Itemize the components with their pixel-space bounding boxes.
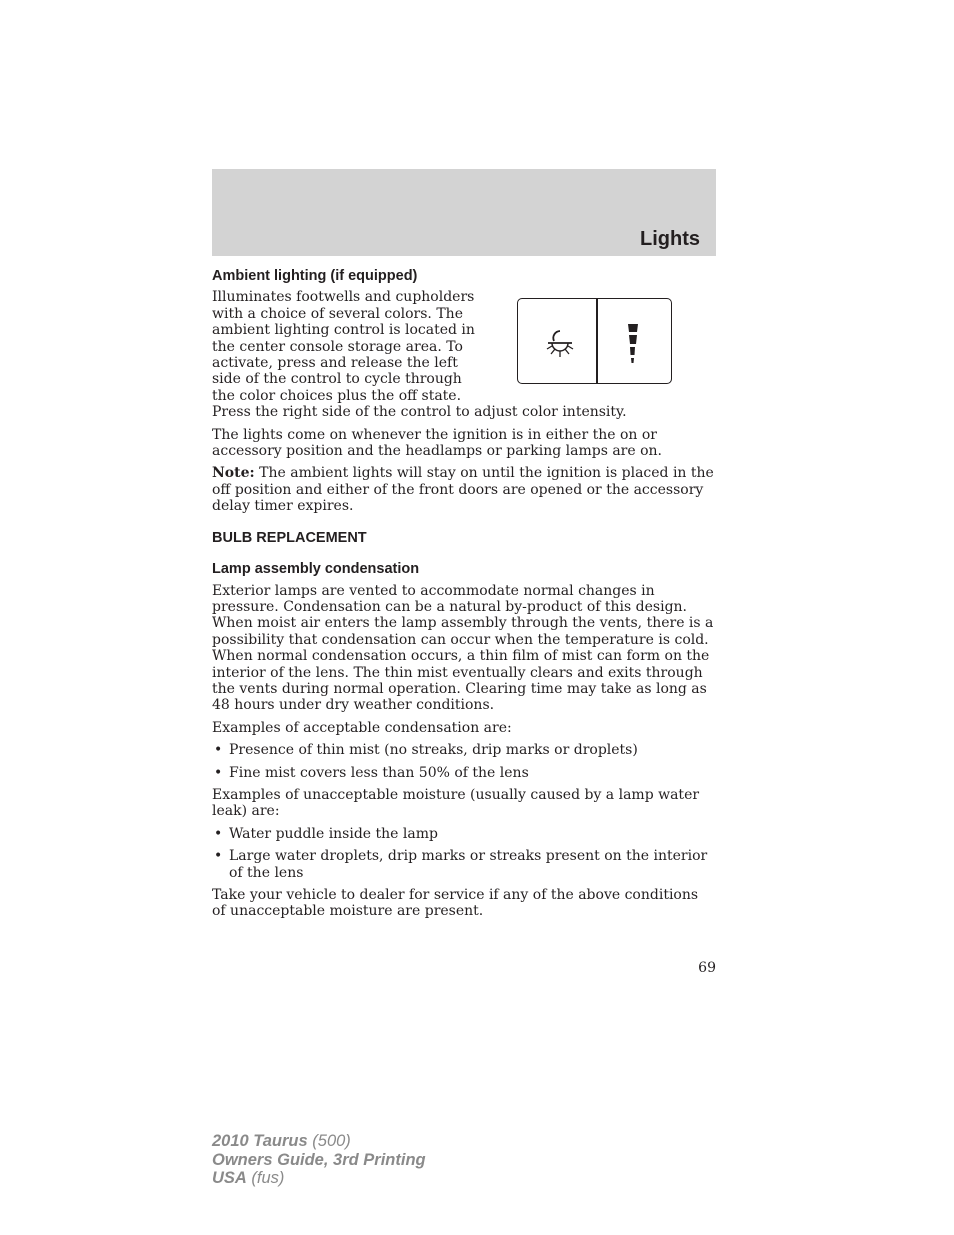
condensation-paragraph: Exterior lamps are vented to accommodate normal changes in pressure. Condensation can be a natural by-product of this design. When moist air enters the lamp assembly through the vents, there is a possibility that condensation can occur when the temperature is cold. When normal condensation occurs, a thin film of mist can form on the interior of the lens. The thin mist eventually clears and exits through the vents during normal operation. Clearing time may take as long as 48 hours under dry weather conditions. <box>212 582 714 714</box>
note-label: Note: <box>212 465 255 482</box>
list-item: • Presence of thin mist (no streaks, drip marks or droplets) <box>212 742 716 758</box>
footer-line-2 <box>212 1151 426 1170</box>
document-footer <box>212 1132 426 1188</box>
acceptable-intro: Examples of acceptable condensation are: <box>212 719 512 736</box>
ambient-heading: Ambient lighting (if equipped) <box>212 268 418 284</box>
footer-guide-edition: Owners Guide, 3rd Printing <box>212 1150 426 1169</box>
section-title: Lights <box>640 228 700 250</box>
acceptable-list <box>212 742 716 781</box>
page-number: 69 <box>698 960 716 976</box>
ambient-lead-continuation: Press the right side of the control to adjust color intensity. <box>212 404 627 421</box>
section-header-bar <box>212 169 716 256</box>
footer-line-3 <box>212 1169 426 1188</box>
ambient-note <box>212 465 716 514</box>
footer-market: USA <box>212 1169 247 1187</box>
bulb-replacement-heading: BULB REPLACEMENT <box>212 529 367 546</box>
note-text: The ambient lights will stay on until the ignition is placed in the off position and either of the front doors are opened or the accessory delay timer expires. <box>212 465 714 515</box>
unacceptable-intro: Examples of unacceptable moisture (usually caused by a lamp water leak) are: <box>212 786 700 820</box>
list-item: • Fine mist covers less than 50% of the lens <box>212 765 716 781</box>
ambient-lead-paragraph: Illuminates footwells and cupholders with a choice of several colors. The ambient lighting control is located in the center console storage area. To activate, press and release the left side of the control to cycle through the color choices plus the off state. <box>212 289 475 404</box>
unacceptable-list <box>212 826 716 881</box>
closing-paragraph: Take your vehicle to dealer for service if any of the above conditions of unacceptable moisture are present. <box>212 887 699 920</box>
list-item: • Large water droplets, drip marks or streaks present on the interior of the lens <box>212 848 716 881</box>
page-content <box>212 266 716 926</box>
ambient-paragraph-2: The lights come on whenever the ignition is in either the on or accessory position and the headlamps or parking lamps are on. <box>212 426 663 460</box>
list-item: • Water puddle inside the lamp <box>212 826 716 842</box>
footer-model-code: (500) <box>307 1132 351 1150</box>
footer-market-code: (fus) <box>246 1169 285 1187</box>
condensation-heading: Lamp assembly condensation <box>212 561 420 578</box>
footer-line-1 <box>212 1132 426 1151</box>
footer-model: 2010 Taurus <box>212 1132 308 1150</box>
